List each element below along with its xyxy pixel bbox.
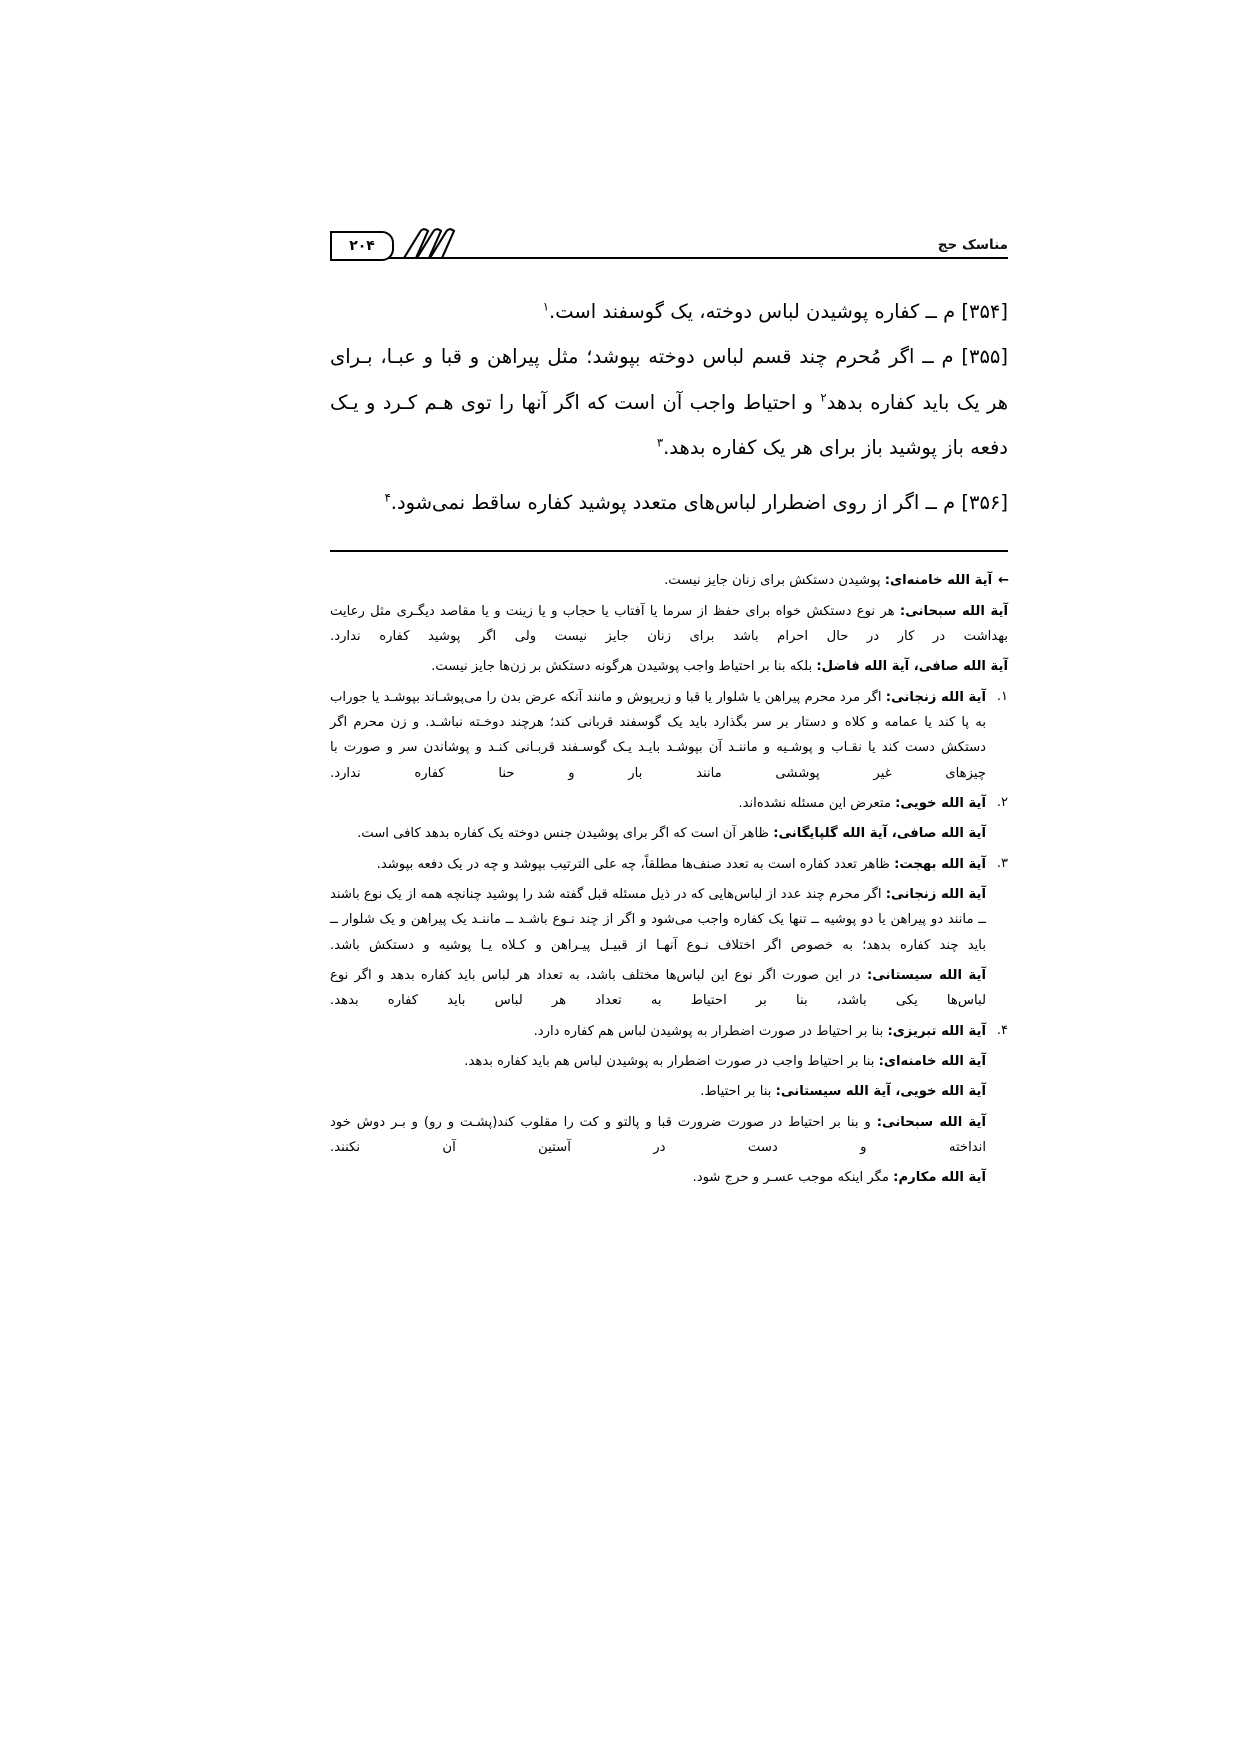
book-title: مناسک حج: [937, 237, 1008, 253]
arrow-marker-icon: ←: [998, 572, 1008, 588]
note-authority-4: آیة الله خویی:: [895, 796, 986, 811]
page-content: [330, 215, 1008, 1196]
note-authority-10: آیة الله خامنه‌ای:: [878, 1054, 986, 1070]
note-entry-0: [330, 568, 1008, 594]
notes-section: [330, 568, 1008, 1191]
note-text-8: در این صورت اگر نوع این لباس‌ها مختلف باشد، به تعداد هر لباس باید کفاره بدهد و اگر نوع لباس‌ها یکی باشد، بنا بر احتیاط به تعداد هر لباس باید کفاره بدهد.: [330, 968, 986, 1009]
note-number-4: ۲.: [996, 795, 1008, 810]
note-text-12: و بنا بر احتیاط در صورت ضرورت قبا و پالتو و کت را مقلوب کند(پشـت و رو) و بـر دوش خود انداخته و دست در آستین آن نکنند.: [330, 1114, 986, 1156]
note-authority-1: آیة الله سبحانی:: [899, 603, 1008, 619]
note-number-9: ۴.: [996, 1022, 1008, 1038]
paragraph-355-line-1: [330, 336, 1008, 377]
note-text-10: بنا بر احتیاط واجب در صورت اضطرار به پوشیدن لباس هم باید کفاره بدهد.: [464, 1054, 875, 1070]
note-text-13: مگر اینکه موجب عسـر و حرج شود.: [692, 1170, 889, 1186]
note-text-9: بنا بر احتیاط در صورت اضطرار به پوشیدن لباس هم کفاره دارد.: [533, 1023, 884, 1039]
ribbon-ornament-icon: [400, 225, 462, 259]
note-text-6: ظاهر تعدد کفاره است به تعدد صنف‌ها مطلقاً، چه علی الترتیب بپوشد و چه در یک دفعه بپوشد.: [376, 856, 890, 872]
note-entry-6: [330, 852, 1008, 877]
note-entry-7: [330, 882, 1008, 958]
note-authority-3: آیة الله زنجانی:: [885, 689, 986, 705]
paragraph-356: [330, 482, 1008, 523]
note-entry-1: [330, 599, 1008, 650]
note-text-4: متعرض این مسئله نشده‌اند.: [738, 796, 891, 811]
note-entry-2: [330, 654, 1008, 679]
note-entry-13: [330, 1165, 1008, 1190]
page-number-badge: [330, 231, 394, 261]
note-authority-12: آیة الله سبحانی:: [876, 1114, 986, 1130]
paragraph-355-text-c: و احتیاط واجب آن است که اگر آنها را توی هـم کـرد و یـک: [330, 390, 814, 414]
page-number: ۲۰۴: [349, 238, 375, 254]
note-authority-13: آیة الله مکارم:: [893, 1170, 986, 1186]
note-text-0: پوشیدن دستکش برای زنان جایز نیست.: [664, 572, 881, 588]
note-entry-8: [330, 963, 1008, 1014]
footnote-ref-4: ۴: [384, 490, 391, 505]
note-text-2: بلکه بنا بر احتیاط واجب پوشیدن هرگونه دستکش بر زن‌ها جایز نیست.: [431, 659, 813, 675]
running-header: [330, 215, 1008, 265]
footnote-ref-1: ۱: [542, 299, 550, 314]
note-authority-7: آیة الله زنجانی:: [885, 887, 986, 903]
note-entry-10: [330, 1049, 1008, 1074]
note-number-6: ۳.: [996, 855, 1008, 871]
note-authority-11: آیة الله خویی، آیة الله سیستانی:: [775, 1084, 986, 1100]
note-authority-0: آیة الله خامنه‌ای:: [884, 572, 993, 588]
note-entry-5: [330, 821, 1008, 846]
paragraph-355-text-d: دفعه باز پوشید باز برای هر یک کفاره بدهد.: [663, 435, 1008, 459]
paragraph-355-text-a: [۳۵۵] م ــ اگر مُحرم چند قسم لباس دوخته بپوشد؛ مثل پیراهن و قبا و عبـا، بـرای: [330, 345, 1008, 369]
note-entry-4: [330, 791, 1008, 816]
footnote-ref-2: ۲: [820, 390, 827, 405]
paragraph-355-line-3: [330, 427, 1008, 468]
note-entry-12: [330, 1110, 1008, 1161]
note-entry-9: [330, 1019, 1008, 1044]
footnote-ref-3: ۳: [656, 435, 664, 450]
body-text: [330, 291, 1008, 524]
note-entry-11: [330, 1079, 1008, 1104]
paragraph-355-text-b: هر یک باید کفاره بدهد: [826, 390, 1008, 414]
paragraph-355-line-2: [330, 382, 1008, 423]
paragraph-354: [330, 291, 1008, 332]
paragraph-354-text: [۳۵۴] م ــ کفاره پوشیدن لباس دوخته، یک گوسفند است.: [549, 300, 1008, 323]
notes-divider: [330, 550, 1008, 552]
note-number-3: ۱.: [996, 688, 1008, 704]
note-text-11: بنا بر احتیاط.: [700, 1084, 772, 1100]
note-text-7: اگر محرم چند عدد از لباس‌هایی که در ذیل مسئله قبل گفته شد را پوشید چنانچه همه از یک نوع باشند ــ مانند دو پیراهن یا دو پوشیه ــ تنها یک کفاره واجب می‌شود و اگر از چند نـوع باشـد ــ ماننـد یک پیراهن و یک شلوار ــ باید چند کفاره بدهد؛ به خصوص اگر اختلاف نـوع آنهـا از قبیـل پیـراهن و کـلاه یـا پوشیه و دستکش باشد.: [330, 887, 986, 953]
note-authority-9: آیة الله تبریزی:: [887, 1023, 986, 1039]
paragraph-356-text: [۳۵۶] م ــ اگر از روی اضطرار لباس‌های متعدد پوشید کفاره ساقط نمی‌شود.: [390, 491, 1008, 515]
note-authority-8: آیة الله سیستانی:: [866, 968, 986, 984]
note-authority-5: آیة الله صافی، آیة الله گلپایگانی:: [773, 826, 986, 842]
note-text-5: ظاهر آن است که اگر برای پوشیدن جنس دوخته یک کفاره بدهد کافی است.: [357, 826, 769, 842]
note-authority-6: آیة الله بهجت:: [894, 856, 986, 872]
note-authority-2: آیة الله صافی، آیة الله فاضل:: [816, 659, 1008, 675]
note-text-1: هر نوع دستکش خواه برای حفظ از سرما یا آفتاب یا حجاب و یا زینت و یا مقاصد دیگـری مثل رعایت بهداشت در کار در حال احرام باشد برای زنان جایز نیست ولی اگر پوشید کفاره ندارد.: [330, 603, 1008, 644]
note-text-3: اگر مرد محرم پیراهن یا شلوار یا قبا و زیرپوش و مانند آنکه عرض بدن را می‌پوشـاند بپوشـد یا جوراب به پا کند یا عمامه و کلاه و دستار بر سر بگذارد باید یک گوسفند قربانی کند؛ هرچند دوخـته نباشـد. و زن محرم اگر دستکش دست کند یا نقـاب و پوشـیه و ماننـد آن بپوشـد بایـد یـک گوسـفند قربـانی کنـد و پوشاندن سر و صورت با چیزهای غیر پوششی مانند بار و حنا کفاره ندارد.: [330, 689, 986, 781]
note-entry-3: [330, 685, 1008, 786]
